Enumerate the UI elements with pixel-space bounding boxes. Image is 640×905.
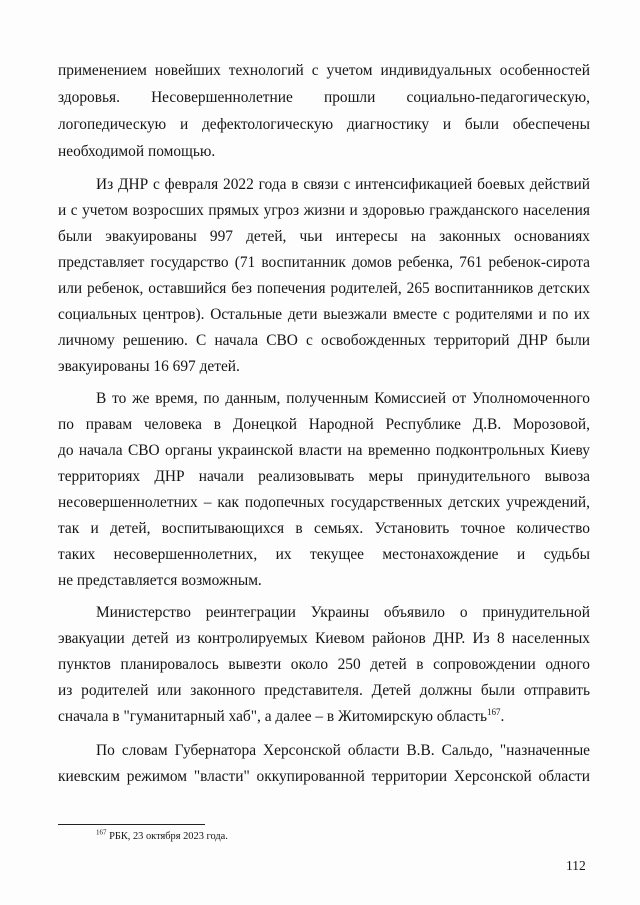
text-line: или ребенок, оставшийся без попечения родителей, 265 воспитанников детских: [58, 280, 590, 297]
text-line: киевским режимом "власти" оккупированной территории Херсонской области: [58, 768, 590, 785]
text-line: эвакуированы 16 697 детей.: [58, 358, 240, 375]
text-line: таких несовершеннолетних, их текущее местонахождение и судьбы: [58, 546, 590, 563]
text-line: и с учетом возросших прямых угроз жизни и здоровью гражданского населения: [58, 202, 590, 219]
footnote-separator: [58, 824, 205, 825]
text-line: социальных центров). Остальные дети выезжали вместе с родителями и по их: [58, 306, 590, 323]
text-line: несовершеннолетних – как подопечных государственных детских учреждений,: [58, 494, 590, 511]
text-run: сначала в "гуманитарный хаб", а далее – в Житомирскую область: [58, 708, 488, 725]
footnote-text: РБК, 23 октября 2023 года.: [106, 831, 228, 842]
text-line: личному решению. С начала СВО с освобожденных территорий ДНР были: [58, 332, 590, 349]
text-line: так и детей, воспитывающихся в семьях. Установить точное количество: [58, 520, 590, 537]
text-line: Министерство реинтеграции Украины объявило о принудительной: [96, 604, 590, 621]
text-line: до начала СВО органы украинской власти на временно подконтрольных Киеву: [58, 442, 590, 459]
text-line: применением новейших технологий с учетом индивидуальных особенностей: [58, 62, 590, 79]
text-line: по правам человека в Донецкой Народной Республике Д.В. Морозовой,: [58, 416, 590, 433]
text-line: Из ДНР с февраля 2022 года в связи с интенсификацией боевых действий: [96, 176, 590, 193]
text-line: были эвакуированы 997 детей, чьи интересы на законных основаниях: [58, 228, 590, 245]
text-line: пунктов планировалось вывезти около 250 детей в сопровождении одного: [58, 656, 590, 673]
text-line: необходимой помощью.: [58, 143, 216, 160]
page-number: 112: [566, 858, 586, 873]
footnote-number: 167: [96, 828, 107, 837]
text-line: представляет государство (71 воспитанник домов ребенка, 761 ребенок-сирота: [58, 254, 590, 271]
text-line: эвакуации детей из контролируемых Киевом районов ДНР. Из 8 населенных: [58, 630, 590, 647]
text-line: В то же время, по данным, полученным Комиссией от Уполномоченного: [96, 390, 590, 407]
text-line: сначала в "гуманитарный хаб", а далее – в Житомирскую область$^{167}$.: [58, 706, 505, 725]
text-line: здоровья. Несовершеннолетние прошли социально-педагогическую,: [58, 89, 590, 106]
footnote-reference[interactable]: 167: [487, 706, 501, 717]
text-line: из родителей или законного представителя. Детей должны были отправить: [58, 682, 590, 699]
text-line: логопедическую и дефектологическую диагностику и были обеспечены: [58, 116, 590, 133]
text-line: не представляется возможным.: [58, 572, 262, 589]
footnote: [96, 830, 228, 843]
text-line: территориях ДНР начали реализовывать меры принудительного вывоза: [58, 468, 590, 485]
text-line: По словам Губернатора Херсонской области В.В. Сальдо, "назначенные: [96, 742, 590, 759]
